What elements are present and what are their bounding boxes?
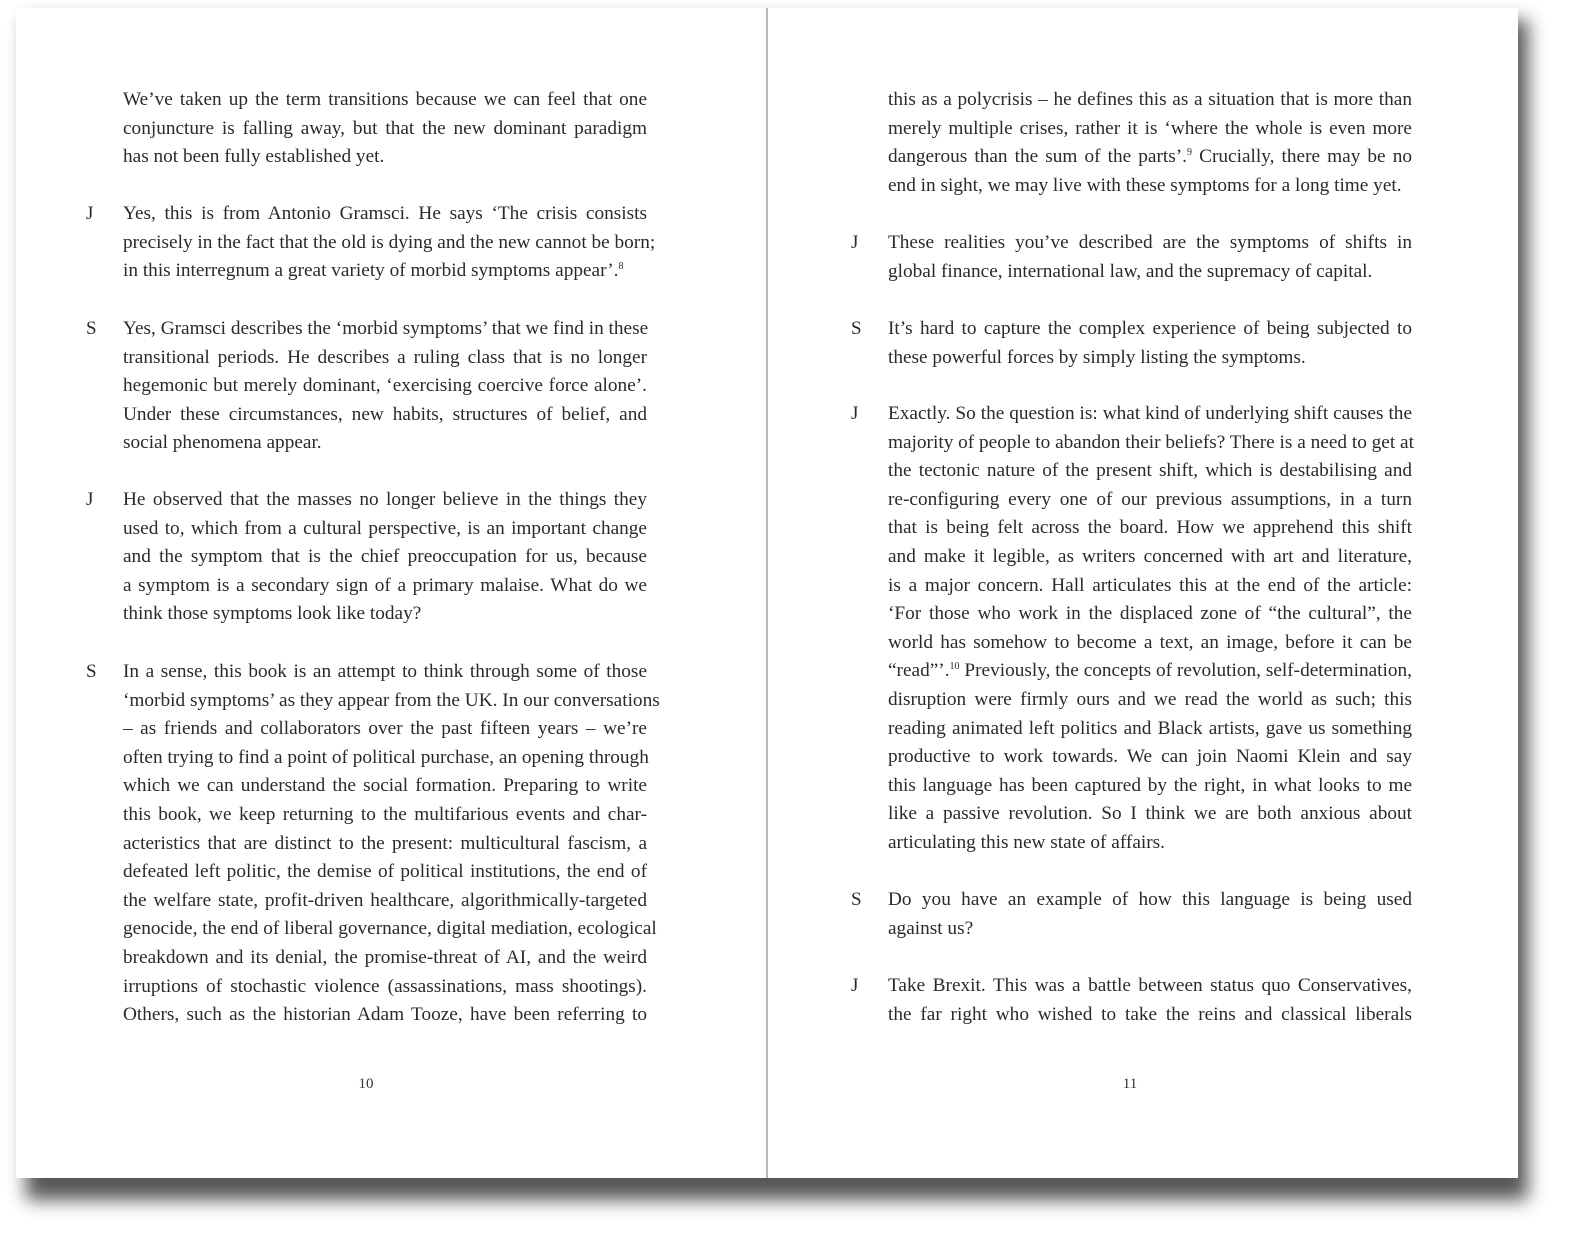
text-fragment: Previously, the concepts of revolution, self-determination, [959, 660, 1412, 682]
text-line: articulating this new state of affairs. [888, 831, 1165, 853]
dialogue-block [851, 400, 1414, 858]
speaker-label: S [851, 889, 862, 910]
text-line: Exactly. So the question is: what kind of underlying shift causes the [888, 403, 1412, 424]
speaker-label: J [86, 489, 94, 510]
speaker-label: S [851, 318, 862, 339]
page-number: 10 [358, 1076, 374, 1092]
text-line: In a sense, this book is an attempt to think through some of those [123, 661, 647, 682]
text-line: conjuncture is falling away, but that the new dominant paradigm [123, 117, 647, 139]
text-line: the tectonic nature of the present shift, which is destabilising and [888, 460, 1412, 482]
text-line: social phenomena appear. [123, 432, 322, 454]
text-line: Yes, this is from Antonio Gramsci. He says ‘The crisis consists [123, 203, 647, 224]
speaker-label: S [86, 661, 97, 682]
text-line: breakdown and its denial, the promise-threat of AI, and the weird [123, 946, 647, 968]
text-line: this as a polycrisis – he defines this as a situation that is more than [888, 89, 1412, 110]
text-line: majority of people to abandon their beliefs? There is a need to get at [888, 431, 1414, 453]
text-line: It’s hard to capture the complex experience of being subjected to [888, 318, 1412, 339]
text-line: Yes, Gramsci describes the ‘morbid symptoms’ that we find in these [123, 318, 649, 339]
dialogue-block [86, 315, 649, 458]
dialogue-block [86, 200, 656, 286]
text-line [888, 657, 1412, 686]
text-line: a symptom is a secondary sign of a primary malaise. What do we [123, 574, 647, 596]
text-line: hegemonic but merely dominant, ‘exercising coercive force alone’. [123, 375, 647, 397]
text-line: and make it legible, as writers concerned with art and literature, [888, 545, 1412, 567]
text-line: end in sight, we may live with these symptoms for a long time yet. [888, 174, 1402, 196]
text-line: – as friends and collaborators over the past fifteen years – we’re [123, 718, 647, 740]
text-line: these powerful forces by simply listing the symptoms. [888, 346, 1306, 368]
text-line: defeated left politic, the demise of political institutions, the end of [123, 861, 647, 883]
book-spread [16, 8, 1518, 1178]
text-line: Under these circumstances, new habits, structures of belief, and [123, 403, 647, 425]
text-line: merely multiple crises, rather it is ‘where the whole is even more [888, 117, 1412, 139]
text-line: the far right who wished to take the reins and classical liberals [888, 1003, 1412, 1025]
text-line: acteristics that are distinct to the present: multicultural fascism, a [123, 832, 647, 854]
text-fragment: dangerous than the sum of the parts’. [888, 146, 1188, 168]
text-line [123, 257, 647, 286]
text-line [888, 143, 1412, 172]
dialogue-block [851, 229, 1411, 286]
text-line: this book, we keep returning to the multifarious events and char- [123, 803, 647, 825]
text-line: like a passive revolution. So I think we are both anxious about [888, 803, 1412, 825]
text-line: Do you have an example of how this language is being used [888, 889, 1412, 910]
left-page [16, 8, 766, 1178]
text-line: ‘For those who work in the displaced zone of “the cultural”, the [888, 603, 1412, 625]
footnote-marker: 10 [949, 661, 960, 673]
text-line: global finance, international law, and the supremacy of capital. [888, 260, 1373, 282]
text-line: ‘morbid symptoms’ as they appear from the UK. In our conversations [123, 689, 660, 711]
text-line: Take Brexit. This was a battle between status quo Conservatives, [888, 975, 1412, 996]
speaker-label: J [851, 975, 859, 996]
text-line: productive to work towards. We can join Naomi Klein and say [888, 746, 1412, 768]
text-line: and the symptom that is the chief preoccupation for us, because [123, 546, 647, 568]
text-line: that is being felt across the board. How we apprehend this shift [888, 517, 1412, 539]
text-line: reading animated left politics and Black artists, gave us something [888, 717, 1412, 739]
text-line: this language has been captured by the right, in what looks to me [888, 774, 1412, 796]
dialogue-block [851, 886, 1411, 943]
paragraph-block [86, 86, 646, 172]
text-line: which we can understand the social formation. Preparing to write [123, 775, 647, 797]
speaker-label: J [851, 403, 859, 424]
text-line: transitional periods. He describes a ruling class that is no longer [123, 346, 647, 368]
text-line: precisely in the fact that the old is dying and the new cannot be born; [123, 231, 656, 253]
text-line: We’ve taken up the term transitions because we can feel that one [123, 89, 647, 110]
text-line: He observed that the masses no longer believe in the things they [123, 489, 647, 510]
text-line: the welfare state, profit-driven healthcare, algorithmically-targeted [123, 889, 647, 911]
text-fragment: “read”’. [888, 660, 950, 682]
text-line: is a major concern. Hall articulates this at the end of the article: [888, 574, 1412, 596]
text-line: disruption were firmly ours and we read the world as such; this [888, 688, 1412, 710]
dialogue-block [86, 658, 660, 1030]
text-line: against us? [888, 917, 974, 939]
text-line: genocide, the end of liberal governance, digital mediation, ecological [123, 918, 657, 940]
dialogue-block [851, 315, 1411, 372]
text-fragment: in this interregnum a great variety of morbid symptoms appear’. [123, 260, 619, 282]
text-line: think those symptoms look like today? [123, 603, 422, 625]
text-line: used to, which from a cultural perspective, is an important change [123, 517, 647, 539]
text-line: irruptions of stochastic violence (assassinations, mass shootings). [123, 975, 647, 997]
text-line: has not been fully established yet. [123, 146, 385, 168]
text-line: These realities you’ve described are the symptoms of shifts in [888, 232, 1412, 253]
dialogue-block [851, 972, 1411, 1029]
speaker-label: J [86, 203, 94, 224]
text-line: world has somehow to become a text, an image, before it can be [888, 631, 1412, 653]
text-fragment: Crucially, there may be no [1192, 146, 1412, 168]
footnote-marker: 9 [1187, 147, 1193, 159]
page-number: 11 [1122, 1076, 1138, 1092]
footnote-marker: 8 [618, 261, 624, 273]
right-page [768, 8, 1518, 1178]
speaker-label: J [851, 232, 859, 253]
text-line: Others, such as the historian Adam Tooze, have been referring to [123, 1004, 647, 1026]
paragraph-block [851, 86, 1411, 200]
text-line: often trying to find a point of political purchase, an opening through [123, 746, 649, 768]
dialogue-block [86, 486, 646, 629]
text-line: re-configuring every one of our previous assumptions, in a turn [888, 488, 1412, 510]
speaker-label: S [86, 318, 97, 339]
